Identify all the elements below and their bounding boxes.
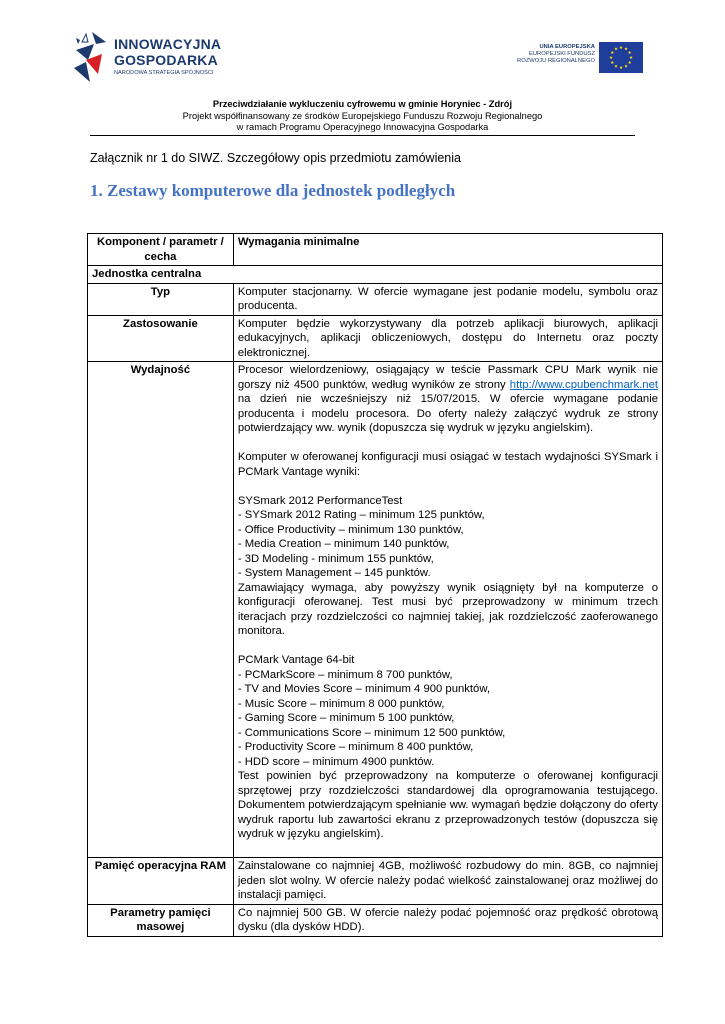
row-value-zastosowanie: Komputer będzie wykorzystywany dla potrzeb aplikacji biurowych, aplikacji edukacyjnych, aplikacji obliczeniowych, dostępu do Internetu oraz poczty elektronicznej. [233, 315, 662, 362]
cpu-requirement-text: Procesor wielordzeniowy, osiągający w teście Passmark CPU Mark wynik nie gorszy niż 4500 punktów, według wyników ze strony [237, 364, 658, 391]
section-central-unit: Jednostka centralna [88, 266, 663, 284]
header-component: Komponent / parametr / cecha [88, 234, 234, 266]
row-key-wydajnosc: Wydajność [88, 362, 234, 858]
eu-star-icon [628, 51, 631, 54]
sysmark-item: - System Management – 145 punktów. [237, 567, 431, 579]
test-conditions: Zamawiający wymaga, aby powyższy wynik osiągnięty był na komputerze o konfiguracji oferowanej. Test musi być przeprowadzony w minimum trzech iteracjach przy rozdzielczości co najmniej takiej, jak rozdzielczość zaoferowanego monitora. [237, 581, 658, 637]
table-row [88, 362, 663, 858]
logo-line-3: NARODOWA STRATEGIA SPÓJNOŚCI [114, 70, 214, 76]
header-divider [90, 135, 635, 136]
eu-logo-line-2: EUROPEJSKI FUNDUSZ [528, 51, 595, 57]
pcmark-item: - PCMarkScore – minimum 8 700 punktów, [237, 668, 453, 681]
table-row [88, 904, 663, 936]
table-row [88, 315, 663, 362]
innowacyjna-gospodarka-emblem-icon [72, 30, 112, 86]
pcmark-list [238, 668, 658, 770]
row-key-typ: Typ [88, 283, 234, 315]
eu-star-icon [624, 47, 627, 50]
section-heading: 1. Zestawy komputerowe dla jednostek podległych [90, 181, 456, 200]
row-value-ram: Zainstalowane co najmniej 4GB, możliwość rozbudowy do min. 8GB, co najmniej jeden slot wolny. W ofercie należy podać wielkość zainstalowanej oraz możliwej do instalacji pamięci. [233, 858, 662, 905]
innowacyjna-gospodarka-logo [72, 30, 232, 90]
specification-table [87, 233, 663, 937]
table-header-row [88, 234, 663, 266]
row-value-storage: Co najmniej 500 GB. W ofercie należy podać pojemność oraz prędkość obrotową dysku (dla dysków HDD). [233, 904, 662, 936]
eu-star-icon [628, 61, 631, 64]
table-section-row [88, 266, 663, 284]
sysmark-list [238, 508, 658, 581]
eu-star-icon [614, 64, 617, 67]
sysmark-title: SYSmark 2012 PerformanceTest [237, 494, 403, 507]
eu-star-icon [629, 56, 632, 59]
logo-line-2: GOSPODARKA [114, 52, 218, 68]
attachment-subtitle: Załącznik nr 1 do SIWZ. Szczegółowy opis przedmiotu zamówienia [90, 151, 461, 165]
pcmark-item: - Gaming Score – minimum 5 100 punktów, [237, 712, 455, 724]
row-value-typ: Komputer stacjonarny. W ofercie wymagane jest podanie modelu, symbolu oraz producenta. [233, 283, 662, 315]
eu-star-icon [619, 46, 622, 49]
eu-logo-line-3: ROZWOJU REGIONALNEGO [517, 58, 595, 64]
pcmark-item: - HDD score – minimum 4900 punktów. [237, 755, 435, 768]
eu-star-icon [611, 51, 614, 54]
sysmark-item: - SYSmark 2012 Rating – minimum 125 punktów, [237, 509, 485, 521]
row-key-ram: Pamięć operacyjna RAM [88, 858, 234, 905]
test-documentation: Test powinien być przeprowadzony na komputerze o oferowanej konfiguracji sprzętowej przy rozdzielczości standardowej dla oprogramowania testującego. Dokumentem potwierdzającym spełnianie ww. wymagań będzie dołączony do oferty wydruk raportu lub zawartości ekranu z przeprowadzonych testów (dopuszcza się wydruk w języku angielskim). [237, 770, 658, 840]
cpu-requirement-text-2: na dzień nie wcześniejszy niż 15/07/2015. W ofercie wymagane podanie producenta i modelu procesora. Do oferty należy załączyć wydruk ze strony potwierdzający ww. wynik (dopuszcza się wydruk w języku angielskim). [237, 393, 658, 434]
project-programme: w ramach Programu Operacyjnego Innowacyjna Gospodarka [236, 122, 489, 132]
eu-logo-text [517, 44, 595, 65]
table-row [88, 858, 663, 905]
pcmark-title: PCMark Vantage 64-bit [237, 654, 355, 666]
sysmark-item: - Office Productivity – minimum 130 punktów, [237, 523, 464, 536]
header-requirements: Wymagania minimalne [233, 234, 662, 266]
row-key-storage: Parametry pamięci masowej [88, 904, 234, 936]
eu-flag-icon [599, 42, 643, 73]
eu-star-icon [619, 66, 622, 69]
row-value-wydajnosc [233, 362, 662, 858]
eu-star-icon [624, 64, 627, 67]
sysmark-item: - 3D Modeling - minimum 155 punktów, [237, 552, 434, 565]
benchmark-intro: Komputer w oferowanej konfiguracji musi osiągać w testach wydajności SYSmark i PCMark Vantage wyniki: [237, 451, 658, 478]
project-info [90, 99, 635, 134]
eu-star-icon [614, 47, 617, 50]
eu-star-icon [609, 56, 612, 59]
eu-logo-line-1: UNIA EUROPEJSKA [539, 44, 595, 50]
cpubenchmark-link[interactable]: http://www.cpubenchmark.net [509, 378, 658, 391]
table-row [88, 283, 663, 315]
eu-logo [500, 40, 645, 76]
logo-line-1: INNOWACYJNA [114, 36, 222, 52]
pcmark-item: - Music Score – minimum 8 000 punktów, [237, 697, 445, 710]
pcmark-item: - Communications Score – minimum 12 500 punktów, [237, 726, 506, 739]
project-cofinancing: Projekt współfinansowany ze środków Europejskiego Funduszu Rozwoju Regionalnego [182, 110, 543, 121]
pcmark-item: - Productivity Score – minimum 8 400 punktów, [237, 741, 474, 753]
cpu-requirement [238, 363, 658, 436]
row-key-zastosowanie: Zastosowanie [88, 315, 234, 362]
pcmark-item: - TV and Movies Score – minimum 4 900 punktów, [237, 683, 491, 695]
eu-star-icon [611, 61, 614, 64]
project-title: Przeciwdziałanie wykluczeniu cyfrowemu w gminie Horyniec - Zdrój [212, 99, 513, 109]
sysmark-item: - Media Creation – minimum 140 punktów, [237, 538, 450, 550]
